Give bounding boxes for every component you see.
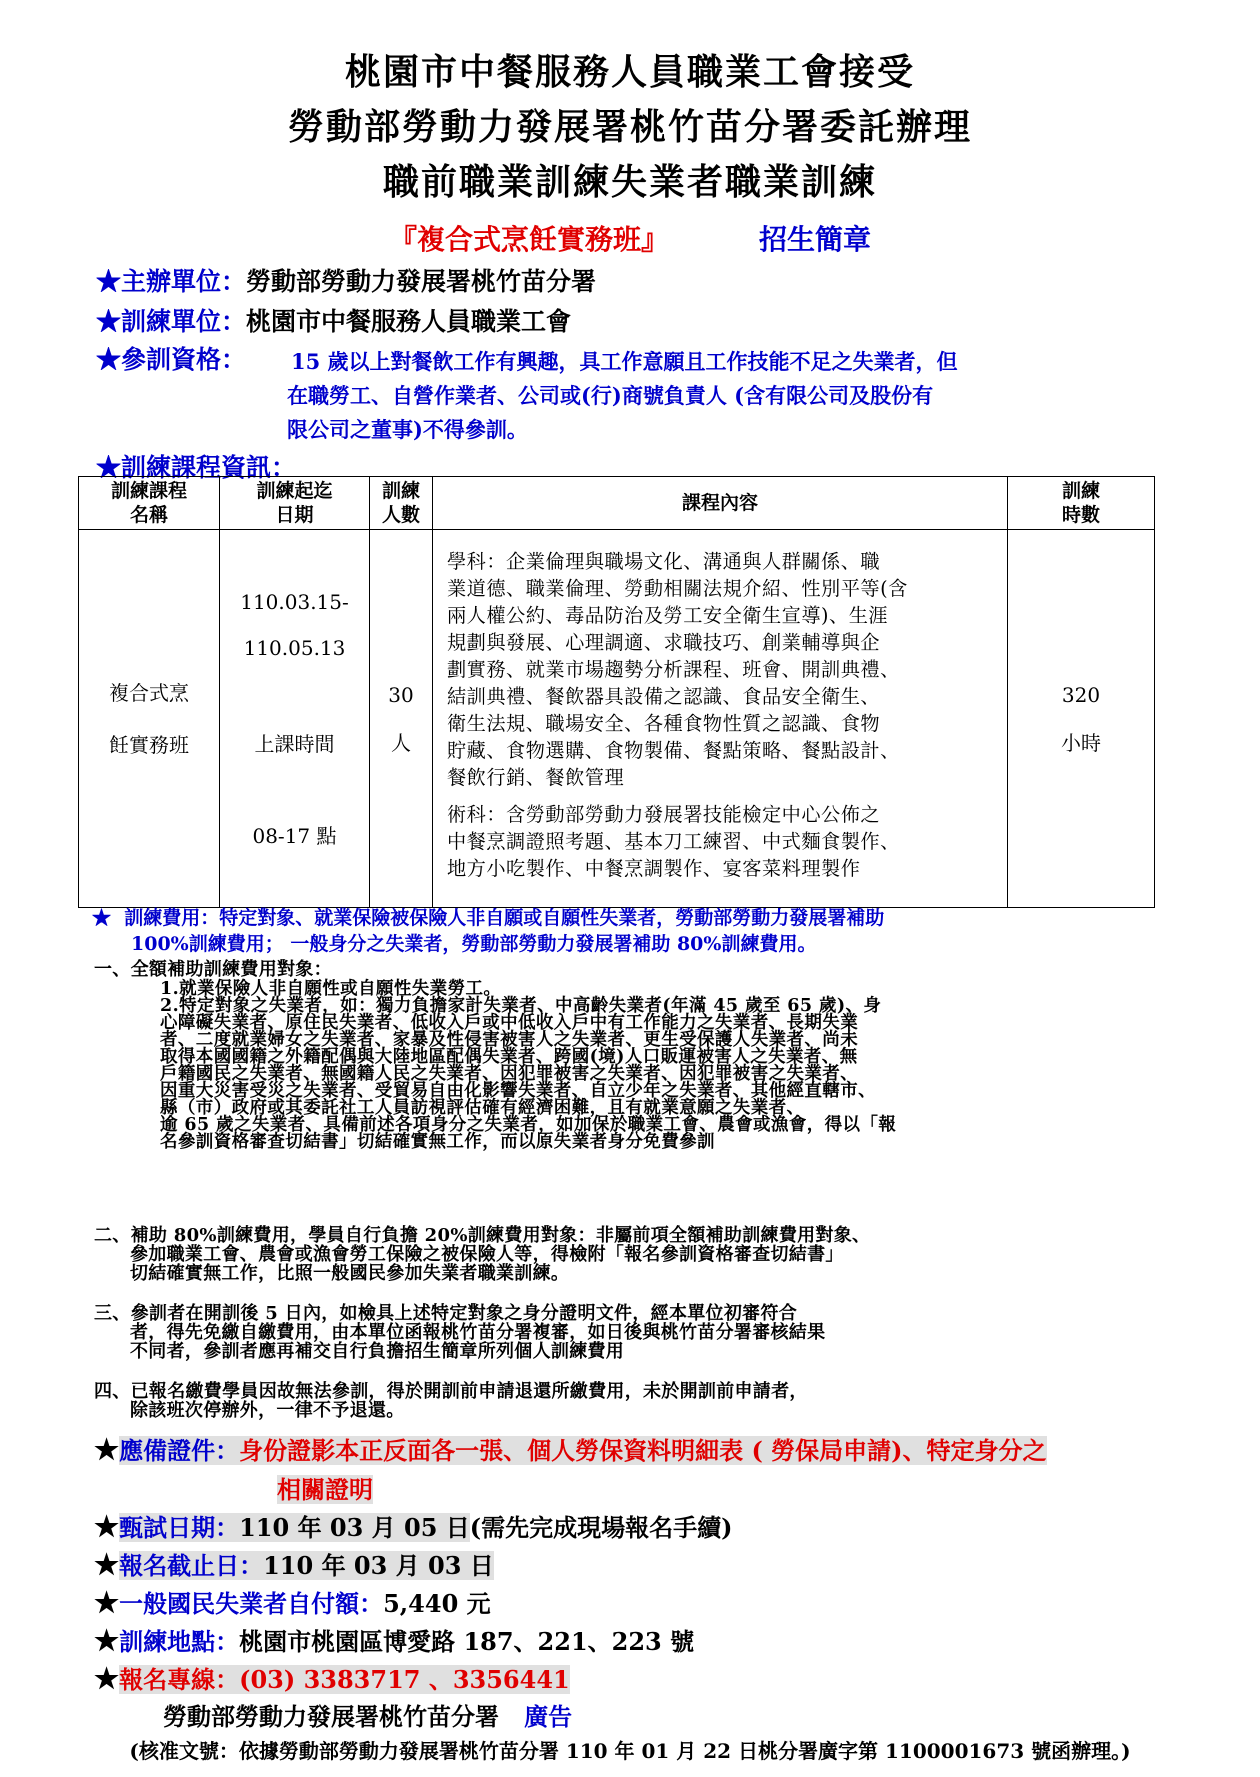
academic-line: 結訓典禮、餐飲器具設備之認識、食品安全衛生、 <box>447 685 881 708</box>
note-three <box>94 1304 825 1361</box>
header-people: 訓練 人數 <box>370 477 433 530</box>
hours-cell: 320 小時 <box>1008 530 1155 908</box>
class-time-label: 上課時間 <box>254 732 335 756</box>
academic-line: 貯藏、食物選購、食物製備、餐點策略、餐點設計、 <box>447 739 900 762</box>
note-one-line: 心障礙失業者、原住民失業者、低收入戶或中低收入戶中有工作能力之失業者、長期失業 <box>160 1013 859 1033</box>
deadline-label: 報名截止日： <box>119 1551 264 1580</box>
note-one-line: 者、二度就業婦女之失業者、家暴及性侵害被害人之失業者、更生受保護人失業者、尚未 <box>160 1030 859 1050</box>
exam-value: 110 年 03 月 05 日 <box>239 1513 470 1542</box>
star-icon: ★ <box>96 345 122 374</box>
advertisement-word: 廣告 <box>524 1702 573 1731</box>
star-icon: ★ <box>96 267 122 296</box>
course-table <box>78 476 1155 908</box>
self-pay-label: 一般國民失業者自付額： <box>119 1589 384 1618</box>
location-row <box>94 1622 694 1657</box>
note-one-line: 因重大災害受災之失業者、受貿易自由化影響失業者、自立少年之失業者、其他經直轄市、 <box>160 1081 876 1101</box>
exam-note: (需先完成現場報名手續) <box>469 1513 733 1542</box>
title-line-3: 職前職業訓練失業者職業訓練 <box>382 161 877 203</box>
fee-line-2: 100%訓練費用； 一般身分之失業者，勞動部勞動力發展署補助 80%訓練費用。 <box>131 933 817 955</box>
note-one-line: 戶籍國民之失業者、無國籍人民之失業者、因犯罪被害之失業者、因犯罪被害之失業者、 <box>160 1064 859 1084</box>
table-row <box>79 530 1155 908</box>
advertiser-row <box>163 1697 572 1732</box>
organizer-row <box>96 262 596 298</box>
note-one-line: 1.就業保險人非自願性或自願性失業勞工。 <box>160 979 502 999</box>
course-name-cell: 複合式烹 飪實務班 <box>79 530 220 908</box>
docs-line-1: 身份證影本正反面各一張、個人勞保資料明細表 ( 勞保局申請)、特定身分之 <box>239 1436 1047 1465</box>
star-icon: ★ <box>96 453 122 482</box>
academic-line: 業道德、職業倫理、勞動相關法規介紹、性別平等(含 <box>447 577 908 600</box>
header-period: 訓練起迄 日期 <box>220 477 370 530</box>
organizer-label: 主辦單位： <box>121 267 247 296</box>
star-icon: ★ <box>94 1510 120 1543</box>
academic-line: 學科：企業倫理與職場文化、溝通與人群關係、職 <box>447 550 881 573</box>
qualification-label: 參訓資格： <box>121 345 247 374</box>
note-one-line: 縣（市）政府或其委託社工人員訪視評估確有經濟困難，且有就業意願之失業者、 <box>160 1098 805 1118</box>
note-two <box>94 1226 870 1283</box>
qualification-row <box>96 340 246 376</box>
location-label: 訓練地點： <box>119 1627 240 1656</box>
practical-line: 中餐烹調證照考題、基本刀工練習、中式麵食製作、 <box>447 830 900 853</box>
docs-row <box>94 1431 1047 1466</box>
header-hours: 訓練 時數 <box>1008 477 1155 530</box>
title-line-1: 桃園市中餐服務人員職業工會接受 <box>344 51 915 93</box>
qualification-line-3: 限公司之董事)不得參訓。 <box>287 417 528 442</box>
hotline-label: 報名專線： <box>119 1665 240 1694</box>
star-icon: ★ <box>94 1662 120 1695</box>
deadline-value: 110 年 03 月 03 日 <box>263 1551 494 1580</box>
trainer-row <box>96 302 571 338</box>
trainer-value: 桃園市中餐服務人員職業工會 <box>246 307 572 336</box>
note-one-line: 逾 65 歲之失業者、具備前述各項身分之失業者，如加保於職業工會、農會或漁會，得以「報 <box>160 1115 897 1135</box>
star-icon: ★ <box>92 907 112 929</box>
academic-line: 兩人權公約、毒品防治及勞工安全衛生宣導)、生涯 <box>447 604 889 627</box>
title-line-2: 勞動部勞動力發展署桃竹苗分署委託辦理 <box>287 106 972 148</box>
docs-label: 應備證件： <box>119 1436 240 1465</box>
academic-subjects <box>447 548 997 791</box>
docs-line-2: 相關證明 <box>277 1475 373 1504</box>
hotline-value: (03) 3383717 、3356441 <box>239 1665 570 1694</box>
location-value: 桃園市桃園區博愛路 187、221、223 號 <box>239 1627 695 1656</box>
advertiser-org: 勞動部勞動力發展署桃竹苗分署 <box>163 1702 499 1731</box>
note-three-line: 不同者，參訓者應再補交自行負擔招生簡章所列個人訓練費用 <box>130 1341 625 1362</box>
practical-subjects <box>447 801 997 882</box>
fee-line-1: ★ 訓練費用：特定對象、就業保險被保險人非自願或自願性失業者，勞動部勞動力發展署補助 <box>92 907 885 929</box>
note-one-line: 取得本國國籍之外籍配偶與大陸地區配偶失業者、跨國(境)人口販運被害人之失業者、無 <box>160 1047 858 1067</box>
table-header-row <box>79 477 1155 530</box>
note-three-line: 三、參訓者在開訓後 5 日內，如檢具上述特定對象之身分證明文件，經本單位初審符合 <box>94 1303 798 1324</box>
academic-line: 衛生法規、職場安全、各種食物性質之認識、食物 <box>447 712 881 735</box>
self-pay-value: 5,440 元 <box>383 1589 491 1618</box>
note-four-line: 四、已報名繳費學員因故無法參訓，得於開訓前申請退還所繳費用，未於開訓前申請者， <box>94 1381 808 1402</box>
star-icon: ★ <box>94 1624 120 1657</box>
note-two-line: 切結確實無工作，比照一般國民參加失業者職業訓練。 <box>130 1263 570 1284</box>
star-icon: ★ <box>96 307 122 336</box>
exam-row <box>94 1508 733 1543</box>
practical-line: 地方小吃製作、中餐烹調製作、宴客菜料理製作 <box>447 857 861 880</box>
star-icon: ★ <box>94 1586 120 1619</box>
approval-line: (核准文號：依據勞動部勞動力發展署桃竹苗分署 110 年 01 月 22 日桃分署廣字第 1100001673 號函辦理。) <box>129 1739 1131 1763</box>
practical-line: 術科：含勞動部勞動力發展署技能檢定中心公佈之 <box>447 803 881 826</box>
header-content: 課程內容 <box>433 477 1008 530</box>
start-date: 110.03.15- <box>240 590 349 614</box>
class-time: 08-17 點 <box>252 824 337 848</box>
exam-label: 甄試日期： <box>119 1513 240 1542</box>
note-three-line: 者，得先免繳自繳費用，由本單位函報桃竹苗分署複審，如日後與桃竹苗分署審核結果 <box>130 1322 826 1343</box>
note-one-title: 一、全額補助訓練費用對象： <box>94 959 332 980</box>
self-pay-row <box>94 1584 491 1619</box>
trainer-label: 訓練單位： <box>121 307 247 336</box>
academic-line: 餐飲行銷、餐飲管理 <box>447 766 625 789</box>
qualification-line-1: 15 歲以上對餐飲工作有興趣，具工作意願且工作技能不足之失業者，但 <box>291 349 958 374</box>
header-course-name: 訓練課程 名稱 <box>79 477 220 530</box>
note-four-line: 除該班次停辦外，一律不予退還。 <box>130 1400 405 1421</box>
people-cell: 30 人 <box>370 530 433 908</box>
subtitle-row <box>0 218 1260 258</box>
star-icon: ★ <box>94 1548 120 1581</box>
note-one-line: 名參訓資格審查切結書」切結確實無工作，而以原失業者身分免費參訓 <box>160 1132 715 1152</box>
academic-line: 劃實務、就業市場趨勢分析課程、班會、開訓典禮、 <box>447 658 900 681</box>
star-icon: ★ <box>94 1433 120 1466</box>
note-four <box>94 1382 808 1420</box>
end-date: 110.05.13 <box>243 636 346 660</box>
note-two-line: 參加職業工會、農會或漁會勞工保險之被保險人等，得檢附「報名參訓資格審查切結書」 <box>130 1244 844 1265</box>
note-one-line: 2.特定對象之失業者，如：獨力負擔家計失業者、中高齡失業者(年滿 45 歲至 65 歲)、身 <box>160 996 882 1016</box>
content-cell <box>433 530 1008 908</box>
deadline-row <box>94 1546 494 1581</box>
period-cell <box>220 530 370 908</box>
organizer-value: 勞動部勞動力發展署桃竹苗分署 <box>246 267 597 296</box>
docs-line-2-row <box>277 1470 373 1505</box>
brochure-label: 招生簡章 <box>759 223 872 256</box>
note-two-line: 二、補助 80%訓練費用，學員自行負擔 20%訓練費用對象：非屬前項全額補助訓練費用對象、 <box>94 1225 871 1246</box>
note-one-list <box>160 981 896 1151</box>
class-name: 『複合式烹飪實務班』 <box>388 223 669 256</box>
hotline-row <box>94 1660 570 1695</box>
course-info-label: 訓練課程資訊： <box>121 453 297 482</box>
academic-line: 規劃與發展、心理調適、求職技巧、創業輔導與企 <box>447 631 881 654</box>
qualification-line-2: 在職勞工、自營作業者、公司或(行)商號負責人 (含有限公司及股份有 <box>287 383 934 408</box>
